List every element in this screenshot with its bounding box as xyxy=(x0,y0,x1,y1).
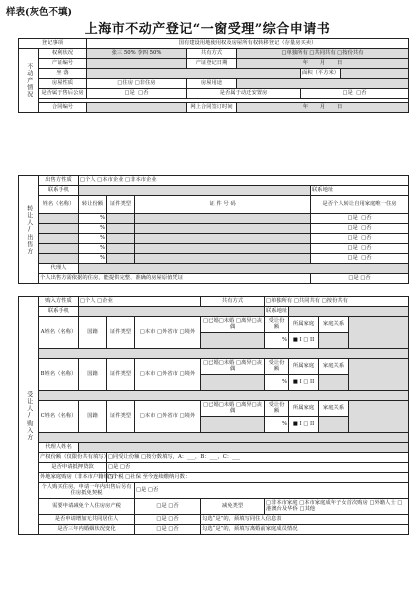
online-sign-field[interactable] xyxy=(237,103,409,113)
transferor-name-field[interactable] xyxy=(39,254,79,264)
nature-label: 房屋性质 xyxy=(39,79,87,89)
no-checkbox[interactable]: □否 xyxy=(361,244,372,251)
transferor-section-label: 转让人/出售方 xyxy=(19,176,39,284)
lease-transfer-options[interactable] xyxy=(301,89,409,99)
no-checkbox[interactable]: □否 xyxy=(138,89,149,96)
buyer-b-share-field[interactable] xyxy=(265,375,289,391)
usage-label: 房屋用途 xyxy=(187,79,237,89)
buyer-a-name-label: A姓名（名称） xyxy=(39,317,79,349)
cert-date-label: 产证登记日期 xyxy=(187,59,237,69)
transferor-name-field[interactable] xyxy=(39,244,79,254)
buyer-b-marital-field[interactable] xyxy=(201,375,265,391)
area-label: 面积（平方米） xyxy=(301,69,341,79)
buyer-a-extra[interactable] xyxy=(349,317,409,349)
buyer-c-hukou-options[interactable]: ■ I □ II xyxy=(289,417,319,433)
transferor-idtype-field[interactable] xyxy=(107,254,135,264)
online-sign-label: 网上合同签订时间 xyxy=(187,103,237,113)
rights-status-label: 权利状况 xyxy=(39,49,87,59)
lease-transfer-label: 是否属于动迁安置房 xyxy=(187,89,301,99)
hukou-label: 所属家庭 xyxy=(289,359,319,375)
origin-options[interactable]: □本市 □外省市 □境外 xyxy=(135,317,201,349)
foreign-options[interactable]: □个税 □社保 至今连续缴纳月数： xyxy=(107,473,409,483)
reg-item-value[interactable]: 国有建设用地使用权及房屋所有权转移登记（存量房买卖） xyxy=(87,39,409,49)
usage-field[interactable] xyxy=(237,79,409,89)
idtype-label: 证件类型 xyxy=(107,317,135,349)
transferee-address-field[interactable] xyxy=(289,307,409,317)
cert-date-field[interactable] xyxy=(237,59,409,69)
percent-sign: % xyxy=(281,336,288,343)
marital-options[interactable]: □已婚□未婚 □离异□丧偶 xyxy=(201,359,265,375)
transferee-agent-field[interactable] xyxy=(79,443,409,453)
yes-checkbox[interactable]: □是 xyxy=(347,244,358,251)
tax-exempt-label: 需要申请减免个人住房房产税 xyxy=(39,499,135,515)
mortgage-label: 是否申请抵押贷款 xyxy=(39,463,107,473)
contract-no-label: 合同编号 xyxy=(39,103,87,113)
transferee-type-options[interactable]: □个人 □企业 xyxy=(79,297,201,307)
percent-sign: % xyxy=(99,214,105,221)
reduce-options[interactable]: □非本市家庭 □本市家庭成年子女首次购房 □外籍人士 □港澳台及华侨 □其他 xyxy=(265,499,409,515)
buyer-a-hukou-options[interactable]: ■ I □ II xyxy=(289,333,319,349)
day-label: 日 xyxy=(336,59,343,66)
buyer-a-share-field[interactable] xyxy=(265,333,289,349)
reduce-type-label: 减免类型 xyxy=(201,499,265,515)
transferor-name-field[interactable] xyxy=(39,214,79,224)
hukou-label: 所属家庭 xyxy=(289,317,319,333)
percent-sign: % xyxy=(281,378,288,385)
contract-no-field[interactable] xyxy=(87,103,187,113)
transferor-idno-field[interactable] xyxy=(135,244,311,254)
month-label: 月 xyxy=(319,103,326,110)
transferor-share-field[interactable] xyxy=(79,254,107,264)
percent-sign: % xyxy=(281,420,288,427)
transferor-sole-options[interactable] xyxy=(311,234,409,244)
agent-apply-label: 是否申请增加无共同居住人 xyxy=(39,515,135,525)
transferor-idno-field[interactable] xyxy=(135,214,311,224)
origin-options[interactable]: □本市 □外省市 □境外 xyxy=(135,359,201,391)
transferor-name-field[interactable] xyxy=(39,234,79,244)
transferor-sole-options[interactable] xyxy=(311,214,409,224)
reg-item-label: 登记事项 xyxy=(19,39,87,49)
nationality-label: 国籍 xyxy=(79,359,107,391)
buyer-c-family-field[interactable] xyxy=(319,417,349,433)
percent-sign: % xyxy=(99,244,105,251)
agent-apply-note: 勾选“是”的，须填写同住人信息表 xyxy=(201,515,409,525)
transferee-coown-options[interactable]: □单独所有 □共同共有 □按份共有 xyxy=(265,297,409,307)
co-own-label: 共有方式 xyxy=(187,49,237,59)
co-own-options[interactable]: □单独所有 □共同共有 □按份共有 xyxy=(237,49,409,59)
marital-options[interactable]: □已婚□未婚 □离异□丧偶 xyxy=(201,317,265,333)
percent-sign: % xyxy=(99,254,105,261)
percent-sign: % xyxy=(99,224,105,231)
nationality-label: 国籍 xyxy=(79,317,107,349)
buyer-a-family-field[interactable] xyxy=(319,333,349,349)
share-label: 受让份额 xyxy=(265,317,289,333)
day-label: 日 xyxy=(336,103,343,110)
loan-label: 产权份额（仅限份共有填写） xyxy=(39,453,107,463)
idtype-label: 证件类型 xyxy=(107,401,135,433)
marital-options[interactable]: □已婚□未婚 □离异□丧偶 xyxy=(201,401,265,417)
cert-no-label: 产证编号 xyxy=(39,59,87,69)
transferor-idno-field[interactable] xyxy=(135,234,311,244)
yes-checkbox[interactable]: □是 xyxy=(124,89,135,96)
transferee-section-label: 受让人/购入方 xyxy=(19,297,39,535)
transferor-type-label: 出售方性质 xyxy=(39,176,79,186)
family-label: 家庭关系 xyxy=(319,401,349,417)
transferee-phone-field[interactable] xyxy=(79,307,265,317)
transferor-idno-field[interactable] xyxy=(135,254,311,264)
transferee-coown-label: 共有方式 xyxy=(201,297,265,307)
transferor-phone-label: 联系手机 xyxy=(39,186,79,196)
idtype-label: 证件类型 xyxy=(107,359,135,391)
transferor-sole-options[interactable] xyxy=(311,224,409,234)
transferor-phone-field[interactable] xyxy=(79,186,311,196)
buyer-c-name-label: C姓名（名称） xyxy=(39,401,79,433)
transferor-sole-header: 是否个人转让自用家庭唯一住房 xyxy=(311,196,409,214)
transferor-idtype-field[interactable] xyxy=(107,234,135,244)
agent-apply-options[interactable]: □是 □否 xyxy=(135,515,201,525)
after-reno-options[interactable] xyxy=(87,89,187,99)
no-checkbox[interactable]: □否 xyxy=(361,224,372,231)
buyer-b-name-label: B姓名（名称） xyxy=(39,359,79,391)
three-year-options[interactable]: □是 □否 xyxy=(135,525,201,535)
transferor-idtype-header: 证件类型 xyxy=(107,196,135,214)
transferor-sole-options[interactable] xyxy=(311,254,409,264)
transferee-type-label: 购入方性质 xyxy=(39,297,79,307)
percent-sign: % xyxy=(99,234,105,241)
yes-checkbox[interactable]: □是 xyxy=(347,234,358,241)
buyer-b-extra[interactable] xyxy=(349,359,409,391)
buyer-c-marital-field[interactable] xyxy=(201,417,265,433)
property-section-label: 不动产情况 xyxy=(19,49,39,113)
nationality-label: 国籍 xyxy=(79,401,107,433)
transferor-name-header: 姓名（名称） xyxy=(39,196,79,214)
foreign-label: 外地家庭购房（非本市户籍填写） xyxy=(39,473,107,483)
share-label: 受让份额 xyxy=(265,401,289,417)
transferee-table xyxy=(18,296,409,535)
family-label: 家庭关系 xyxy=(319,317,349,333)
buyer-b-id-row[interactable] xyxy=(39,391,409,401)
three-year-label: 是否三年内婚姻状况变化 xyxy=(39,525,135,535)
transferee-agent-label: 代理人姓名 xyxy=(39,443,79,453)
month-label: 月 xyxy=(319,59,326,66)
transferee-address-label: 联系地址 xyxy=(265,307,289,317)
no-checkbox[interactable]: □否 xyxy=(356,89,367,96)
transferor-sole-options[interactable] xyxy=(311,244,409,254)
transferor-share-field[interactable] xyxy=(79,244,107,254)
location-field[interactable] xyxy=(87,69,301,79)
three-year-note: 勾选“是”的，须填写离婚前家庭成员情况 xyxy=(201,525,409,535)
transferor-idtype-field[interactable] xyxy=(107,244,135,254)
transferor-declaration: 个人出售方需依据的住房，能提供完整、准确的房屋原值凭证 xyxy=(39,274,311,284)
buyer-b-family-field[interactable] xyxy=(319,375,349,391)
no-checkbox[interactable]: □否 xyxy=(361,234,372,241)
buyer-a-marital-field[interactable] xyxy=(201,333,265,349)
yes-checkbox[interactable]: □是 xyxy=(347,224,358,231)
area-field[interactable] xyxy=(341,69,409,79)
transferor-table xyxy=(18,175,409,284)
after-reno-label: 是否属于售后公房 xyxy=(39,89,87,99)
no-checkbox[interactable]: □否 xyxy=(361,254,372,261)
form-title: 上海市不动产登记“一窗受理”综合申请书 xyxy=(84,22,331,37)
buyer-c-extra[interactable] xyxy=(349,401,409,433)
year-label: 年 xyxy=(302,59,309,66)
property-table xyxy=(18,38,409,113)
location-label: 坐 落 xyxy=(39,69,87,79)
transferor-agent-label: 代理人 xyxy=(39,264,79,274)
transferor-idtype-field[interactable] xyxy=(107,214,135,224)
hukou-label: 所属家庭 xyxy=(289,401,319,417)
first-home-options[interactable]: □是 □否 xyxy=(135,483,409,499)
transferor-share-header: 转让份额 xyxy=(79,196,107,214)
buyer-c-share-field[interactable] xyxy=(265,417,289,433)
transferor-agent-field[interactable] xyxy=(79,264,409,274)
transferee-phone-label: 联系手机 xyxy=(39,307,79,317)
year-label: 年 xyxy=(302,103,309,110)
transferor-decl-options[interactable]: □是 □否 xyxy=(311,274,409,284)
transferor-address-label: 联系地址 xyxy=(311,186,409,196)
transferor-share-field[interactable] xyxy=(79,234,107,244)
buyer-a-id-row[interactable] xyxy=(39,349,409,359)
transferor-type-options[interactable]: □个人 □本市企业 □非本市企业 xyxy=(79,176,409,186)
yes-checkbox[interactable]: □是 xyxy=(347,214,358,221)
yes-checkbox[interactable]: □是 xyxy=(347,254,358,261)
loan-options[interactable]: □同受让份额 □按分数填写，A：___，B：___，C：___ xyxy=(107,453,409,463)
transferor-idno-header: 证 件 号 码 xyxy=(135,196,311,214)
rights-status-value[interactable]: 张三 50% 李四 50% xyxy=(87,49,187,59)
transferor-name-field[interactable] xyxy=(39,224,79,234)
first-home-label: 个人购买住房，申请一年内出售后另有住房抵免契税 xyxy=(39,483,135,499)
cert-no-field[interactable] xyxy=(87,59,187,69)
mortgage-options[interactable]: □是 □否 xyxy=(107,463,409,473)
transferor-share-field[interactable] xyxy=(79,224,107,234)
origin-options[interactable]: □本市 □外省市 □境外 xyxy=(135,401,201,433)
tax-exempt-options[interactable]: □是 □否 xyxy=(135,499,201,515)
transferor-share-field[interactable] xyxy=(79,214,107,224)
family-label: 家庭关系 xyxy=(319,359,349,375)
transferor-idtype-field[interactable] xyxy=(107,224,135,234)
yes-checkbox[interactable]: □是 xyxy=(342,89,353,96)
transferor-idno-field[interactable] xyxy=(135,224,311,234)
buyer-b-hukou-options[interactable]: ■ I □ II xyxy=(289,375,319,391)
share-label: 受让份额 xyxy=(265,359,289,375)
no-checkbox[interactable]: □否 xyxy=(361,214,372,221)
nature-options[interactable]: □住房 □非住房 xyxy=(87,79,187,89)
sample-label: 样表(灰色不填) xyxy=(6,7,72,18)
buyer-c-id-row[interactable] xyxy=(39,433,409,443)
